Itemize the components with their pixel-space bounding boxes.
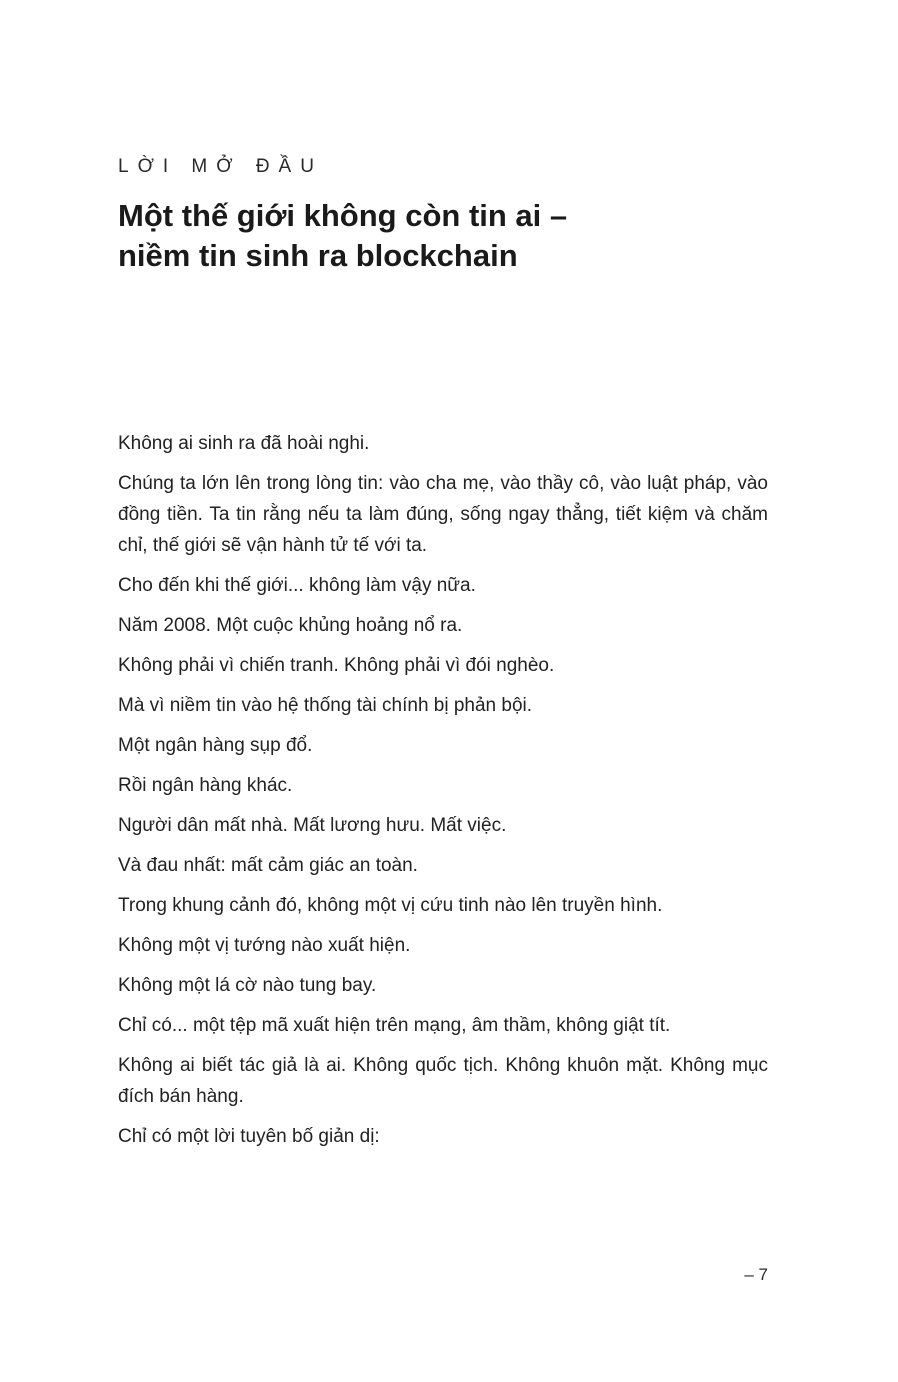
- paragraph: Cho đến khi thế giới... không làm vậy nữa.: [118, 575, 476, 596]
- paragraph: Mà vì niềm tin vào hệ thống tài chính bị phản bội.: [118, 695, 533, 716]
- paragraph: Và đau nhất: mất cảm giác an toàn.: [118, 855, 418, 876]
- page-number: – 7: [744, 1265, 768, 1284]
- section-label: LỜI MỞ ĐẦU: [118, 156, 323, 177]
- paragraph: Một ngân hàng sụp đổ.: [118, 735, 313, 756]
- paragraph: Người dân mất nhà. Mất lương hưu. Mất việc.: [118, 815, 507, 836]
- paragraph: Năm 2008. Một cuộc khủng hoảng nổ ra.: [118, 615, 463, 636]
- chapter-title-line-1: Một thế giới không còn tin ai –: [118, 198, 568, 233]
- chapter-title-line-2: niềm tin sinh ra blockchain: [118, 238, 518, 273]
- paragraph: Trong khung cảnh đó, không một vị cứu tinh nào lên truyền hình.: [118, 895, 663, 916]
- paragraph: Không một lá cờ nào tung bay.: [118, 975, 377, 996]
- chapter-title: [118, 196, 778, 276]
- paragraph: Chúng ta lớn lên trong lòng tin: vào cha mẹ, vào thầy cô, vào luật pháp, vào đồng tiền. Ta tin rằng nếu ta làm đúng, sống ngay thẳng, tiết kiệm và chăm chỉ, thế giới sẽ vận hành tử tế với ta.: [118, 473, 768, 556]
- paragraph: Chỉ có một lời tuyên bố giản dị:: [118, 1126, 380, 1147]
- paragraph: Rồi ngân hàng khác.: [118, 775, 293, 796]
- paragraph: Không một vị tướng nào xuất hiện.: [118, 935, 411, 956]
- body-text: [118, 428, 768, 1161]
- paragraph: Chỉ có... một tệp mã xuất hiện trên mạng, âm thầm, không giật tít.: [118, 1015, 671, 1036]
- paragraph: Không ai sinh ra đã hoài nghi.: [118, 433, 370, 454]
- paragraph: Không ai biết tác giả là ai. Không quốc tịch. Không khuôn mặt. Không mục đích bán hàng.: [118, 1055, 768, 1107]
- paragraph: Không phải vì chiến tranh. Không phải vì đói nghèo.: [118, 655, 555, 676]
